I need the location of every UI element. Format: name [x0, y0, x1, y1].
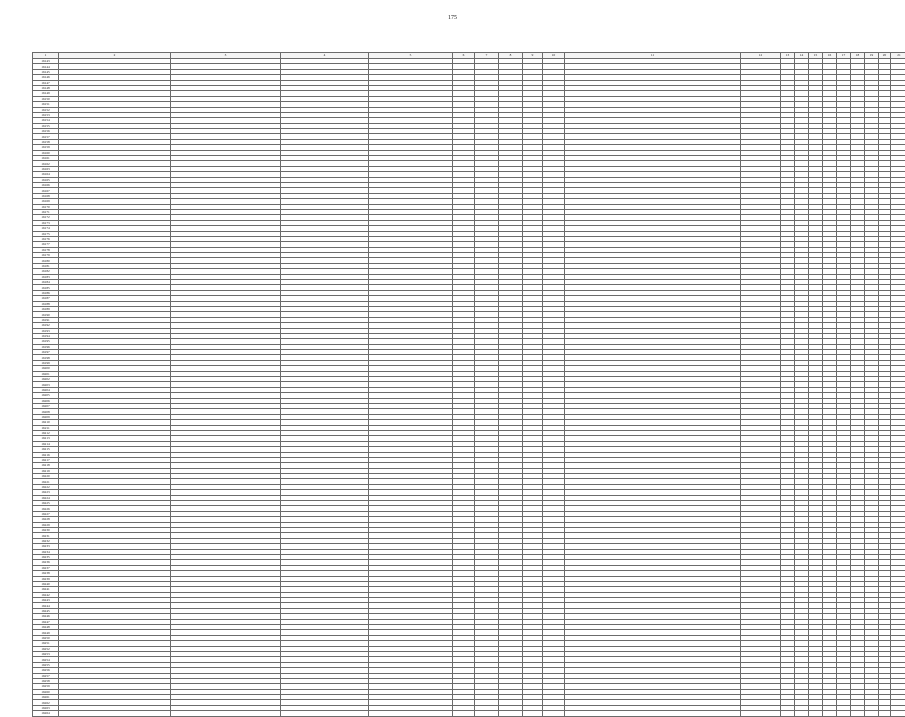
table-cell: 16233	[33, 544, 59, 549]
table-cell: 16210	[33, 420, 59, 425]
table-cell: 16255	[33, 662, 59, 667]
table-cell: 16166	[33, 182, 59, 187]
column-header: 18	[851, 53, 865, 59]
table-cell: 16261	[33, 695, 59, 700]
table-cell: 16147	[33, 80, 59, 85]
table-cell: 16264	[33, 711, 59, 716]
table-cell: 16188	[33, 301, 59, 306]
table-cell: 16155	[33, 123, 59, 128]
table-cell: 16257	[33, 673, 59, 678]
table-cell: 16163	[33, 166, 59, 171]
table-cell: 16236	[33, 560, 59, 565]
table-cell: 16202	[33, 377, 59, 382]
table-cell: 16154	[33, 118, 59, 123]
table-cell: 16240	[33, 581, 59, 586]
table-cell: 16242	[33, 592, 59, 597]
table-cell: 16244	[33, 603, 59, 608]
table-cell	[795, 711, 809, 716]
table-cell: 16249	[33, 630, 59, 635]
table-cell: 16178	[33, 247, 59, 252]
table-cell: 16215	[33, 447, 59, 452]
column-header: 11	[565, 53, 741, 59]
table-cell: 16263	[33, 705, 59, 710]
table-cell	[475, 711, 499, 716]
table-cell: 16251	[33, 641, 59, 646]
table-cell	[59, 711, 171, 716]
column-header: 15	[809, 53, 823, 59]
table-cell: 16186	[33, 290, 59, 295]
table-cell: 16148	[33, 85, 59, 90]
table-cell: 16200	[33, 366, 59, 371]
table-cell: 16245	[33, 608, 59, 613]
register-table	[32, 52, 905, 717]
table-cell: 16170	[33, 204, 59, 209]
table-cell: 16203	[33, 382, 59, 387]
table-cell	[369, 711, 453, 716]
column-header: 19	[865, 53, 879, 59]
table-cell: 16145	[33, 69, 59, 74]
table-cell: 16176	[33, 236, 59, 241]
table-cell: 16174	[33, 226, 59, 231]
table-cell: 16224	[33, 495, 59, 500]
table-cell: 16206	[33, 398, 59, 403]
table-cell: 16195	[33, 339, 59, 344]
table-cell: 16198	[33, 355, 59, 360]
table-cell: 16199	[33, 360, 59, 365]
table-cell: 16152	[33, 107, 59, 112]
table-cell: 16180	[33, 258, 59, 263]
table-cell: 16259	[33, 684, 59, 689]
table-cell: 16167	[33, 188, 59, 193]
table-cell	[865, 711, 879, 716]
table-cell: 16187	[33, 296, 59, 301]
table-cell	[453, 711, 475, 716]
table-cell: 16216	[33, 452, 59, 457]
table-cell: 16159	[33, 145, 59, 150]
column-header: 20	[879, 53, 891, 59]
table-cell	[741, 711, 781, 716]
table-cell: 16229	[33, 522, 59, 527]
table-cell: 16164	[33, 172, 59, 177]
table-row	[33, 711, 905, 716]
table-cell	[171, 711, 281, 716]
table-cell: 16181	[33, 263, 59, 268]
table-cell: 16227	[33, 511, 59, 516]
table-cell: 16173	[33, 220, 59, 225]
table-cell	[523, 711, 543, 716]
table-body	[33, 59, 905, 717]
table-cell: 16231	[33, 533, 59, 538]
table-cell	[891, 711, 905, 716]
table-cell: 16241	[33, 587, 59, 592]
table-cell: 16191	[33, 317, 59, 322]
page-number: 175	[0, 15, 905, 21]
table-cell: 16160	[33, 150, 59, 155]
table-cell: 16207	[33, 404, 59, 409]
table-cell: 16151	[33, 102, 59, 107]
table-cell: 16169	[33, 199, 59, 204]
table-cell: 16172	[33, 215, 59, 220]
table-cell: 16239	[33, 576, 59, 581]
column-header: 9	[523, 53, 543, 59]
table-cell: 16246	[33, 614, 59, 619]
table-cell: 16220	[33, 474, 59, 479]
table-cell: 16149	[33, 91, 59, 96]
column-header: 12	[741, 53, 781, 59]
table-cell: 16252	[33, 646, 59, 651]
table-cell: 16146	[33, 75, 59, 80]
column-header: 4	[281, 53, 369, 59]
table-cell: 16201	[33, 371, 59, 376]
table-cell: 16223	[33, 490, 59, 495]
table-cell	[809, 711, 823, 716]
column-header: 21	[891, 53, 905, 59]
table-cell: 16175	[33, 231, 59, 236]
table-cell: 16213	[33, 436, 59, 441]
table-cell: 16205	[33, 393, 59, 398]
table-cell: 16254	[33, 657, 59, 662]
table-cell: 16228	[33, 517, 59, 522]
table-cell: 16182	[33, 269, 59, 274]
table-cell: 16218	[33, 463, 59, 468]
table-cell: 16237	[33, 565, 59, 570]
table-cell: 16150	[33, 96, 59, 101]
table-cell: 16158	[33, 139, 59, 144]
column-header: 3	[171, 53, 281, 59]
table-cell: 16197	[33, 350, 59, 355]
table-cell	[837, 711, 851, 716]
table-cell: 16204	[33, 387, 59, 392]
table-cell: 16196	[33, 344, 59, 349]
table-cell: 16262	[33, 700, 59, 705]
table-cell: 16157	[33, 134, 59, 139]
table-cell: 16258	[33, 678, 59, 683]
table-cell: 16221	[33, 479, 59, 484]
table-cell	[823, 711, 837, 716]
table-cell: 16209	[33, 414, 59, 419]
table-cell: 16143	[33, 59, 59, 64]
column-header: 14	[795, 53, 809, 59]
table-cell: 16183	[33, 274, 59, 279]
table-cell: 16168	[33, 193, 59, 198]
table-cell: 16193	[33, 328, 59, 333]
table-cell: 16194	[33, 333, 59, 338]
table-cell: 16219	[33, 468, 59, 473]
table-cell: 16144	[33, 64, 59, 69]
table-cell: 16153	[33, 112, 59, 117]
table-cell: 16156	[33, 129, 59, 134]
table-cell	[851, 711, 865, 716]
table-cell: 16230	[33, 527, 59, 532]
table-cell: 16192	[33, 323, 59, 328]
table-cell: 16235	[33, 554, 59, 559]
table-cell	[565, 711, 741, 716]
table-cell: 16162	[33, 161, 59, 166]
column-header: 10	[543, 53, 565, 59]
table-cell: 16247	[33, 619, 59, 624]
table-cell: 16185	[33, 285, 59, 290]
column-header: 1	[33, 53, 59, 59]
column-header: 5	[369, 53, 453, 59]
table-cell	[281, 711, 369, 716]
column-header: 7	[475, 53, 499, 59]
table-cell: 16208	[33, 409, 59, 414]
table-cell: 16190	[33, 312, 59, 317]
table-cell: 16250	[33, 635, 59, 640]
table-cell: 16243	[33, 598, 59, 603]
table-cell	[879, 711, 891, 716]
table-cell: 16238	[33, 571, 59, 576]
table-cell: 16211	[33, 425, 59, 430]
table-cell: 16171	[33, 209, 59, 214]
table-cell: 16222	[33, 484, 59, 489]
table-cell: 16177	[33, 242, 59, 247]
column-header: 8	[499, 53, 523, 59]
table-cell: 16214	[33, 441, 59, 446]
table-cell: 16256	[33, 668, 59, 673]
table-cell: 16189	[33, 306, 59, 311]
table-cell: 16165	[33, 177, 59, 182]
table-cell: 16212	[33, 430, 59, 435]
table-cell: 16217	[33, 457, 59, 462]
column-header: 16	[823, 53, 837, 59]
table-cell	[781, 711, 795, 716]
table-cell: 16234	[33, 549, 59, 554]
table-cell	[543, 711, 565, 716]
column-header: 2	[59, 53, 171, 59]
table-cell: 16226	[33, 506, 59, 511]
table-cell: 16179	[33, 253, 59, 258]
table-cell: 16184	[33, 280, 59, 285]
table-cell	[499, 711, 523, 716]
column-header: 6	[453, 53, 475, 59]
table-cell: 16253	[33, 651, 59, 656]
table-cell: 16248	[33, 625, 59, 630]
table-cell: 16161	[33, 156, 59, 161]
table-cell: 16232	[33, 538, 59, 543]
table-cell: 16260	[33, 689, 59, 694]
column-header: 13	[781, 53, 795, 59]
table-cell: 16225	[33, 501, 59, 506]
column-header: 17	[837, 53, 851, 59]
